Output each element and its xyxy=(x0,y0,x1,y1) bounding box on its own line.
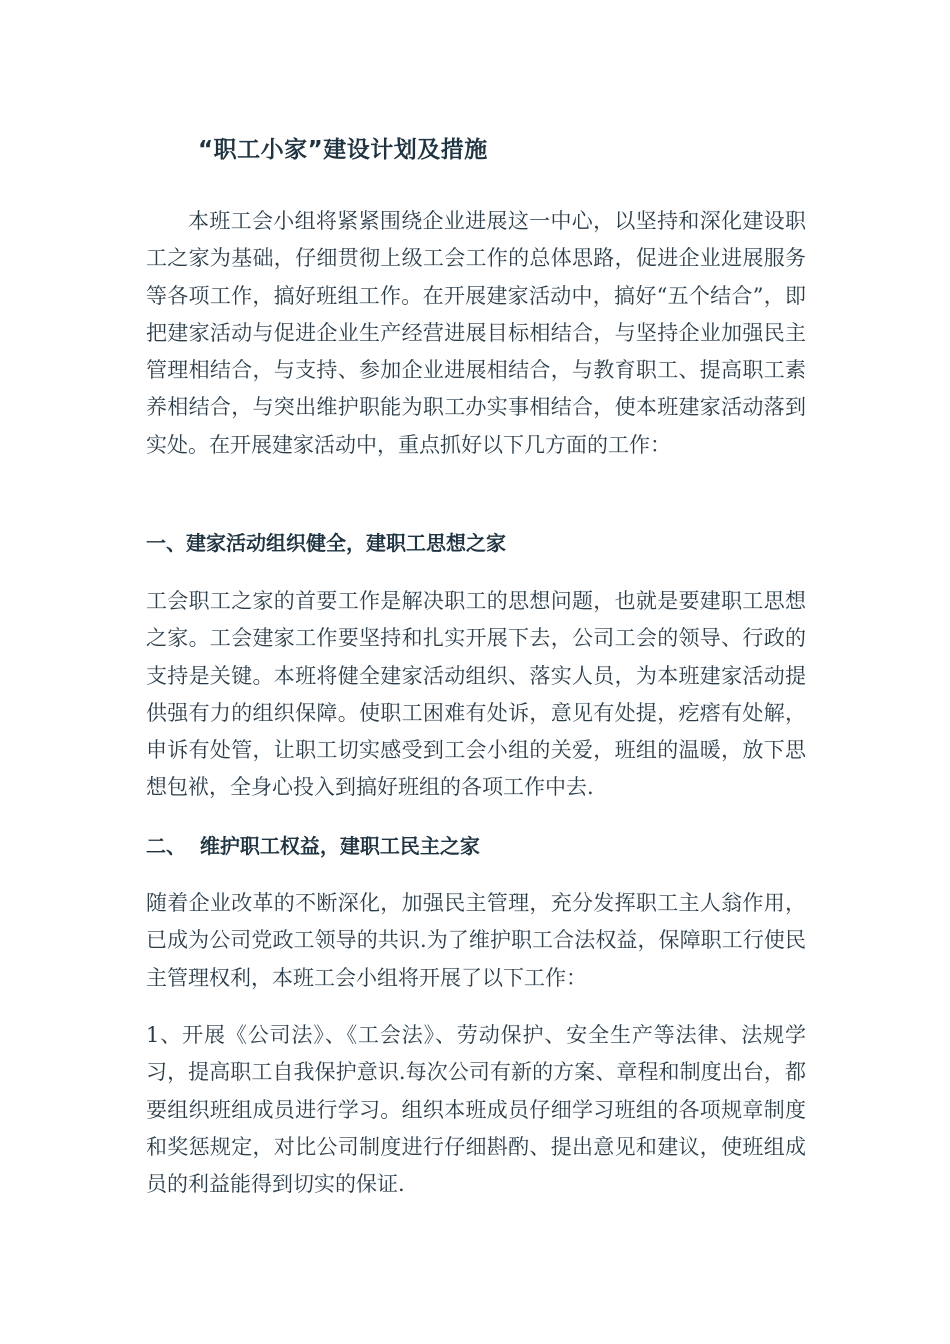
section-2-heading: 二、 维护职工权益，建职工民主之家 xyxy=(146,834,480,858)
intro-paragraph: 本班工会小组将紧紧围绕企业进展这一中心，以坚持和深化建设职工之家为基础，仔细贯彻上级工会工作的总体思路，促进企业进展服务等各项工作，搞好班组工作。在开展建家活动中，搞好“五个结合”，即把建家活动与促进企业生产经营进展目标相结合，与坚持企业加强民主管理相结合，与支持、参加企业进展相结合，与教育职工、提高职工素养相结合，与突出维护职能为职工办实事相结合，使本班建家活动落到实处。在开展建家活动中，重点抓好以下几方面的工作： xyxy=(146,209,806,457)
document-title: “职工小家”建设计划及措施 xyxy=(198,137,488,163)
section-1-heading: 一、建家活动组织健全，建职工思想之家 xyxy=(146,531,506,555)
section-1-body: 工会职工之家的首要工作是解决职工的思想问题，也就是要建职工思想之家。工会建家工作要坚持和扎实开展下去，公司工会的领导、行政的支持是关键。本班将健全建家活动组织、落实人员，为本班建家活动提供强有力的组织保障。使职工困难有处诉，意见有处提，疙瘩有处解，申诉有处管，让职工切实感受到工会小组的关爱，班组的温暖，放下思想包袱，全身心投入到搞好班组的各项工作中去. xyxy=(146,589,806,800)
section-2-body: 随着企业改革的不断深化，加强民主管理，充分发挥职工主人翁作用，已成为公司党政工领导的共识.为了维护职工合法权益，保障职工行使民主管理权利，本班工会小组将开展了以下工作： xyxy=(146,891,806,990)
section-2-item-1: 1、开展《公司法》、《工会法》、劳动保护、安全生产等法律、法规学习，提高职工自我保护意识.每次公司有新的方案、章程和制度出台，都要组织班组成员进行学习。组织本班成员仔细学习班组的各项规章制度和奖惩规定，对比公司制度进行仔细斟酌、提出意见和建议，使班组成员的利益能得到切实的保证. xyxy=(146,1023,806,1197)
